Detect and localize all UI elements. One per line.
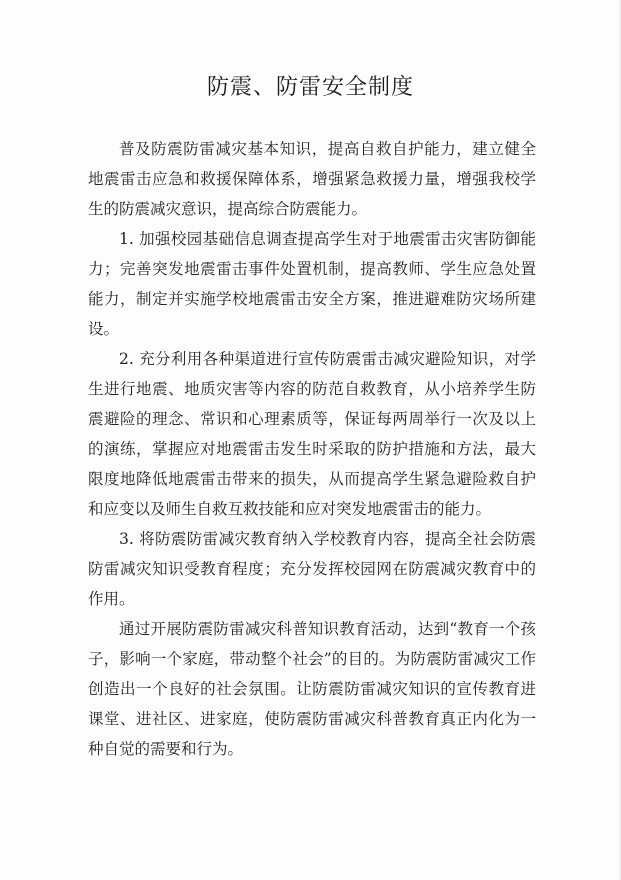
paragraph-item-1: 1. 加强校园基础信息调查提高学生对于地震雷击灾害防御能力；完善突发地震雷击事件处置机制，提高教师、学生应急处置能力，制定并实施学校地震雷击安全方案，推进避难防灾场所建设。 [88,230,536,338]
document-title: 防震、防雷安全制度 [206,75,414,100]
paragraph-intro: 普及防震防雷减灾基本知识，提高自救自护能力，建立健全地震雷击应急和救援保障体系，增强紧急救援力量，增强我校学生的防震减灾意识，提高综合防震能力。 [88,140,536,218]
paragraph-item-3: 3. 将防震防雷减灾教育纳入学校教育内容，提高全社会防震防雷减灾知识受教育程度；充分发挥校园网在防震减灾教育中的作用。 [88,530,536,608]
paragraph-conclusion: 通过开展防震防雷减灾科普知识教育活动，达到“教育一个孩子，影响一个家庭，带动整个社会”的目的。为防震防雷减灾工作创造出一个良好的社会氛围。让防震防雷减灾知识的宣传教育进课堂、进社区、进家庭，使防震防雷减灾科普教育真正内化为一种自觉的需要和行为。 [88,620,536,758]
document-body [88,134,536,764]
paragraph-item-2: 2. 充分利用各种渠道进行宣传防震雷击减灾避险知识，对学生进行地震、地质灾害等内容的防范自救教育，从小培养学生防震避险的理念、常识和心理素质等，保证每两周举行一次及以上的演练，掌握应对地震雷击发生时采取的防护措施和方法，最大限度地降低地震雷击带来的损失，从而提高学生紧急避险救自护和应变以及师生自救互救技能和应对突发地震雷击的能力。 [88,350,536,518]
